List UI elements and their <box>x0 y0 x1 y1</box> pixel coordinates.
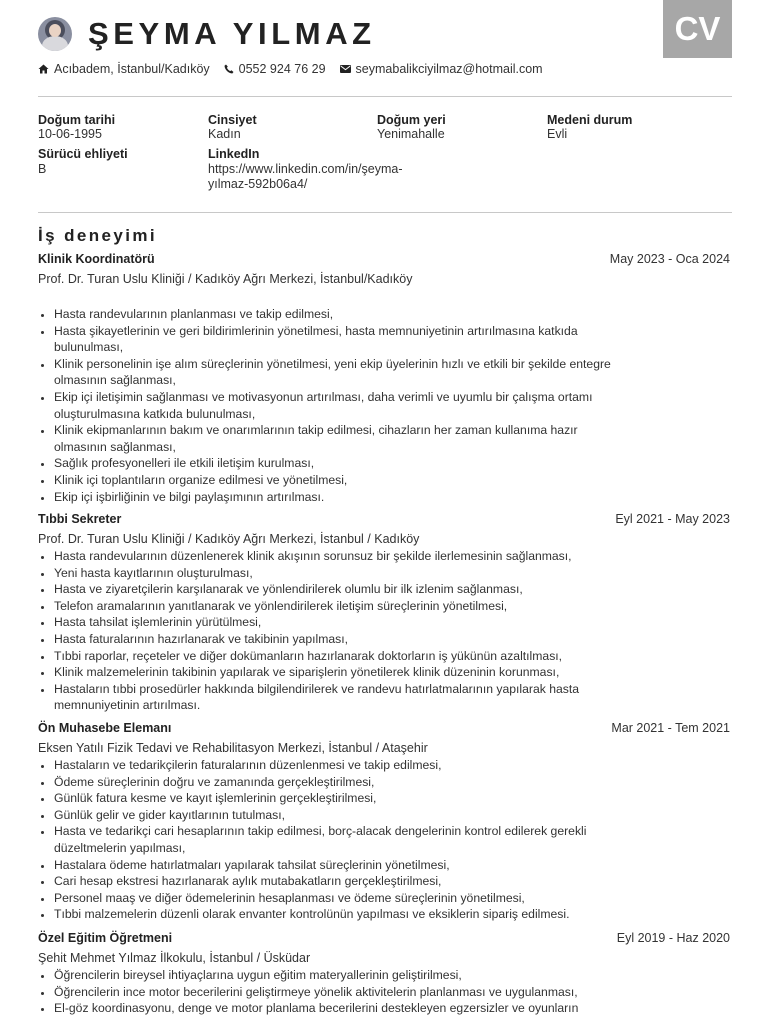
job-bullets <box>38 967 730 1017</box>
linkedin-line-2: yılmaz-592b06a4/ <box>208 177 308 191</box>
avatar <box>38 17 72 51</box>
job-title: Özel Eğitim Öğretmeni <box>38 931 173 945</box>
job-entry <box>38 252 730 505</box>
bullet-item: Klinik içi toplantıların organize edilmesi ve yönetilmesi, <box>38 472 618 489</box>
candidate-name: ŞEYMA YILMAZ <box>88 16 376 51</box>
bullet-item: Personel maaş ve diğer ödemelerinin hesaplanması ve ödeme süreçlerinin yönetilmesi, <box>38 890 618 907</box>
mail-icon <box>340 65 351 73</box>
birth-date-label: Doğum tarihi <box>38 113 116 127</box>
bullet-item: El-göz koordinasyonu, denge ve motor planlama becerilerini destekleyen egzersizler ve oyunların <box>38 1000 618 1017</box>
linkedin-label: LinkedIn <box>208 147 260 161</box>
bullet-item: Ödeme süreçlerinin doğru ve zamanında gerçekleştirilmesi, <box>38 774 618 791</box>
bullet-item: Öğrencilerin bireysel ihtiyaçlarına uygun eğitim materyallerinin geliştirilmesi, <box>38 967 618 984</box>
job-entry <box>38 721 730 923</box>
license-label: Sürücü ehliyeti <box>38 147 128 161</box>
job-bullets <box>38 548 730 714</box>
bullet-item: Ekip içi iletişimin sağlanması ve motivasyonun artırılması, daha verimli ve uyumlu bir çalışma ortamı oluşturulmasına katkıda bulunulması, <box>38 389 618 422</box>
contact-address <box>38 62 210 76</box>
home-icon <box>38 64 49 74</box>
bullet-item: Klinik ekipmanlarının bakım ve onarımlarının takip edilmesi, cihazların her zaman kullanıma hazır olmasının sağlanması, <box>38 422 618 455</box>
bullet-item: Hasta tahsilat işlemlerinin yürütülmesi, <box>38 614 618 631</box>
birth-place-label: Doğum yeri <box>377 113 446 127</box>
bullet-item: Hastalara ödeme hatırlatmaları yapılarak tahsilat süreçlerinin yönetilmesi, <box>38 857 618 874</box>
section-title-experience: İş deneyimi <box>38 226 157 245</box>
bullet-item: Öğrencilerin ince motor becerilerini geliştirmeye yönelik aktivitelerin planlanması ve uygulanması, <box>38 984 618 1001</box>
birth-date-value: 10-06-1995 <box>38 127 102 141</box>
job-bullets <box>38 757 730 923</box>
contact-email <box>340 62 543 76</box>
gender-value: Kadın <box>208 127 241 141</box>
job-entry <box>38 931 730 1017</box>
header <box>38 14 668 54</box>
birth-place-value: Yenimahalle <box>377 127 445 141</box>
linkedin-link[interactable] <box>208 162 403 192</box>
bullet-item: Hasta randevularının planlanması ve takip edilmesi, <box>38 306 618 323</box>
bullet-item: Tıbbi malzemelerin düzenli olarak envanter kontrolünün yapılması ve eksiklerin sipariş edilmesi. <box>38 906 618 923</box>
contact-bar <box>38 61 557 77</box>
email-text: seymabalikciyilmaz@hotmail.com <box>355 62 543 76</box>
bullet-item: Yeni hasta kayıtlarının oluşturulması, <box>38 565 618 582</box>
bullet-item: Günlük gelir ve gider kayıtlarının tutulması, <box>38 807 618 824</box>
job-date: Mar 2021 - Tem 2021 <box>611 721 730 735</box>
bullet-item: Hasta faturalarının hazırlanarak ve takibinin yapılması, <box>38 631 618 648</box>
marital-status-label: Medeni durum <box>547 113 633 127</box>
phone-text: 0552 924 76 29 <box>238 62 326 76</box>
bullet-item: Klinik malzemelerinin takibinin yapılarak ve siparişlerin yönetilerek klinik düzeninin korunması, <box>38 664 618 681</box>
bullet-item: Klinik personelinin işe alım süreçlerinin yönetilmesi, yeni ekip üyelerinin hızlı ve etkili bir şekilde entegre olmasının sağlanması, <box>38 356 618 389</box>
job-date: Eyl 2019 - Haz 2020 <box>616 931 730 945</box>
bullet-item: Hasta ve tedarikçi cari hesaplarının takip edilmesi, borç-alacak dengelerinin kontrol edilerek gerekli düzeltmelerin yapılması, <box>38 823 618 856</box>
cv-badge: CV <box>663 0 732 58</box>
divider <box>38 212 732 213</box>
bullet-item: Telefon aramalarının yanıtlanarak ve yönlendirilerek iletişim süreçlerinin yönetilmesi, <box>38 598 618 615</box>
job-company: Şehit Mehmet Yılmaz İlkokulu, İstanbul / Üsküdar <box>38 951 311 965</box>
job-date: May 2023 - Oca 2024 <box>609 252 730 266</box>
bullet-item: Hasta şikayetlerinin ve geri bildirimlerinin yönetilmesi, hasta memnuniyetinin artırılmasına katkıda bulunulması, <box>38 323 618 356</box>
bullet-item: Cari hesap ekstresi hazırlanarak aylık mutabakatların gerçekleştirilmesi, <box>38 873 618 890</box>
job-title: Tıbbi Sekreter <box>38 512 122 526</box>
bullet-item: Ekip içi işbirliğinin ve bilgi paylaşımının artırılması. <box>38 489 618 506</box>
linkedin-line-1: https://www.linkedin.com/in/şeyma- <box>208 162 403 176</box>
bullet-item: Sağlık profesyonelleri ile etkili iletişim kurulması, <box>38 455 618 472</box>
job-company: Prof. Dr. Turan Uslu Kliniği / Kadıköy Ağrı Merkezi, İstanbul/Kadıköy <box>38 272 413 286</box>
address-text: Acıbadem, İstanbul/Kadıköy <box>54 62 210 76</box>
contact-phone <box>224 62 326 76</box>
job-date: Eyl 2021 - May 2023 <box>615 512 730 526</box>
license-value: B <box>38 162 47 176</box>
bullet-item: Hastaların tıbbi prosedürler hakkında bilgilendirilerek ve randevu hatırlatmalarının yapılarak hasta memnuniyetinin artırılması. <box>38 681 618 714</box>
bullet-item: Hasta ve ziyaretçilerin karşılanarak ve yönlendirilerek olumlu bir ilk izlenim sağlanması, <box>38 581 618 598</box>
job-title: Klinik Koordinatörü <box>38 252 155 266</box>
job-entry <box>38 512 730 714</box>
phone-icon <box>224 64 234 74</box>
job-bullets <box>38 306 730 505</box>
bullet-item: Tıbbi raporlar, reçeteler ve diğer dokümanların hazırlanarak doktorların iş yükünün azaltılması, <box>38 648 618 665</box>
job-company: Prof. Dr. Turan Uslu Kliniği / Kadıköy Ağrı Merkezi, İstanbul / Kadıköy <box>38 532 420 546</box>
gender-label: Cinsiyet <box>208 113 257 127</box>
bullet-item: Hastaların ve tedarikçilerin faturalarının düzenlenmesi ve takip edilmesi, <box>38 757 618 774</box>
bullet-item: Hasta randevularının düzenlenerek klinik akışının sorunsuz bir şekilde ilerlemesinin sağlanması, <box>38 548 618 565</box>
job-title: Ön Muhasebe Elemanı <box>38 721 172 735</box>
marital-status-value: Evli <box>547 127 568 141</box>
job-company: Eksen Yatılı Fizik Tedavi ve Rehabilitasyon Merkezi, İstanbul / Ataşehir <box>38 741 428 755</box>
divider <box>38 96 732 97</box>
bullet-item: Günlük fatura kesme ve kayıt işlemlerinin gerçekleştirilmesi, <box>38 790 618 807</box>
